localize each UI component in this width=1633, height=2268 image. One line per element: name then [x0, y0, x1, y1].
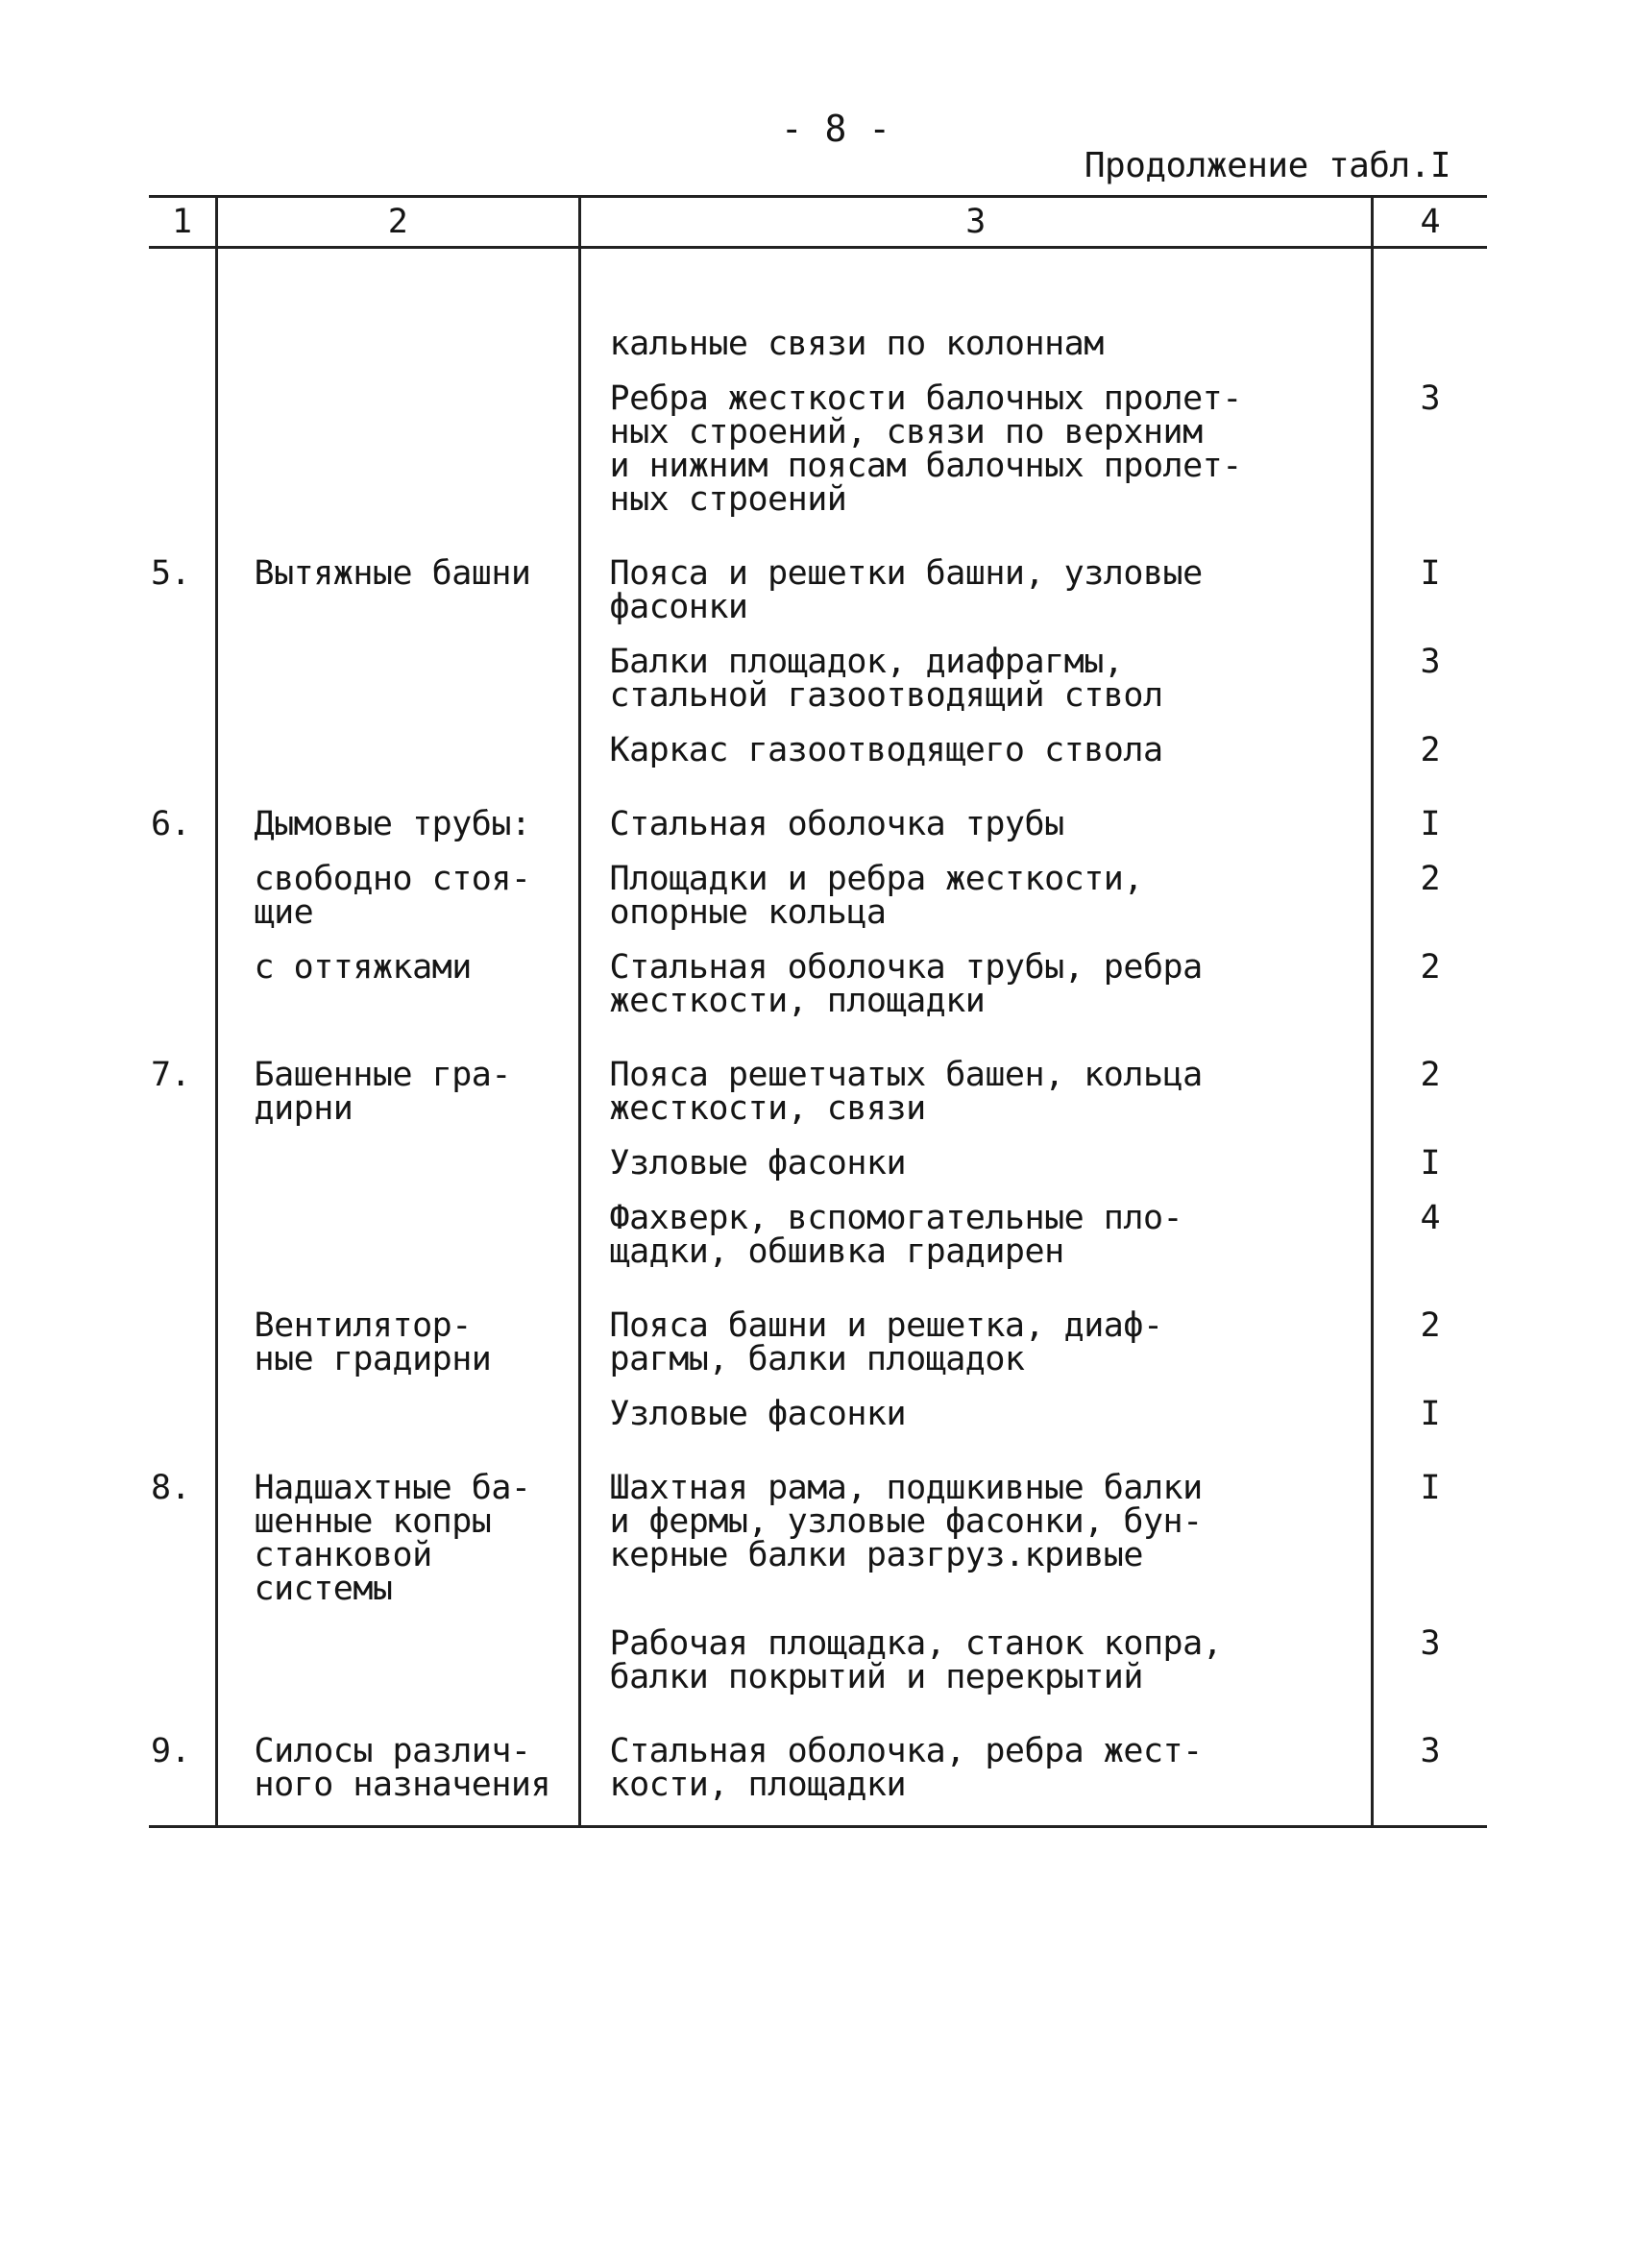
table-row	[149, 1194, 1487, 1282]
structure-name-cell	[216, 248, 579, 376]
structure-name-cell	[216, 375, 579, 530]
table-body	[149, 248, 1487, 1827]
row-number-cell	[149, 1282, 216, 1390]
structure-name-cell	[216, 1390, 579, 1445]
row-number-cell: 7.	[151, 1056, 191, 1094]
table-row	[149, 943, 1487, 1032]
structure-element-cell: Рабочая площадка, станок копра, балки покрытий и перекрытий	[579, 1620, 1372, 1708]
structure-name-cell: с оттяжками	[216, 943, 579, 1032]
table-row	[149, 1708, 1487, 1827]
steel-group-cell: I	[1372, 1445, 1487, 1620]
structure-element-cell: Стальная оболочка трубы, ребра жесткости, площадки	[579, 943, 1372, 1032]
structure-element-cell: кальные связи по колоннам	[579, 248, 1372, 376]
row-number-cell: 8.	[151, 1469, 191, 1507]
table-row	[149, 1139, 1487, 1194]
table-row	[149, 530, 1487, 638]
structure-name-cell: Дымовые трубы:	[216, 781, 579, 855]
structure-element-cell: Шахтная рама, подшкивные балки и фермы, узловые фасонки, бун- керные балки разгруз.кривые	[579, 1445, 1372, 1620]
row-number-cell	[149, 855, 216, 943]
structure-element-cell: Ребра жесткости балочных пролет- ных строений, связи по верхним и нижним поясам балочных пролет- ных строений	[579, 375, 1372, 530]
structure-element-cell: Стальная оболочка, ребра жест- кости, площадки	[579, 1708, 1372, 1827]
row-number-cell	[149, 1194, 216, 1282]
table-row	[149, 1032, 1487, 1139]
structure-element-cell: Балки площадок, диафрагмы, стальной газоотводящий ствол	[579, 638, 1372, 726]
structure-element-cell: Стальная оболочка трубы	[579, 781, 1372, 855]
header-col-2: 2	[216, 197, 579, 248]
header-col-4: 4	[1372, 197, 1487, 248]
steel-group-cell: 2	[1372, 1032, 1487, 1139]
steel-group-cell: 2	[1372, 726, 1487, 781]
row-number-cell: 9.	[149, 1708, 216, 1827]
table-row	[149, 375, 1487, 530]
table-row	[149, 1282, 1487, 1390]
row-number-cell	[149, 943, 216, 1032]
row-number-cell: 6.	[151, 805, 191, 843]
structure-element-cell: Пояса решетчатых башен, кольца жесткости, связи	[579, 1032, 1372, 1139]
structure-element-cell: Каркас газоотводящего ствола	[579, 726, 1372, 781]
table-row	[149, 855, 1487, 943]
page-number: - 8 -	[780, 108, 891, 150]
structure-name-cell: Надшахтные ба- шенные копры станковой системы	[216, 1445, 579, 1620]
row-number-cell	[149, 1390, 216, 1445]
table-header-row	[149, 197, 1487, 248]
structure-element-cell: Пояса и решетки башни, узловые фасонки	[579, 530, 1372, 638]
steel-group-cell: I	[1372, 1390, 1487, 1445]
structure-name-cell	[216, 726, 579, 781]
structure-name-cell: Силосы различ- ного назначения	[216, 1708, 579, 1827]
steel-group-cell: 3	[1372, 1708, 1487, 1827]
steel-group-cell: I	[1372, 781, 1487, 855]
row-number-cell	[149, 726, 216, 781]
structure-element-cell: Фахверк, вспомогательные пло- щадки, обшивка градирен	[579, 1194, 1372, 1282]
steel-group-cell: 4	[1372, 1194, 1487, 1282]
table-continuation-label: Продолжение табл.I	[1084, 146, 1450, 185]
row-number-cell	[149, 248, 216, 376]
table-row	[149, 1445, 1487, 1620]
steel-group-cell: 3	[1372, 375, 1487, 530]
structures-table	[149, 195, 1487, 1828]
structure-element-cell: Пояса башни и решетка, диаф- рагмы, балки площадок	[579, 1282, 1372, 1390]
structure-name-cell: Вентилятор- ные градирни	[216, 1282, 579, 1390]
steel-group-cell: I	[1372, 530, 1487, 638]
row-number-cell	[149, 375, 216, 530]
row-number-cell	[149, 638, 216, 726]
table-row	[149, 726, 1487, 781]
structure-name-cell	[216, 1194, 579, 1282]
header-col-3: 3	[579, 197, 1372, 248]
table-row	[149, 781, 1487, 855]
steel-group-cell: 3	[1372, 1620, 1487, 1708]
table-row	[149, 1620, 1487, 1708]
structure-name-cell	[216, 638, 579, 726]
row-number-cell	[149, 1139, 216, 1194]
row-number-cell: 5.	[151, 554, 191, 593]
table-row	[149, 1390, 1487, 1445]
structure-element-cell: Узловые фасонки	[579, 1139, 1372, 1194]
header-col-1: 1	[149, 197, 216, 248]
steel-group-cell: 2	[1372, 1282, 1487, 1390]
structure-element-cell: Площадки и ребра жесткости, опорные кольца	[579, 855, 1372, 943]
table-row	[149, 248, 1487, 376]
steel-group-cell: 2	[1372, 943, 1487, 1032]
structure-name-cell	[216, 1620, 579, 1708]
structure-name-cell	[216, 1139, 579, 1194]
row-number-cell	[149, 1620, 216, 1708]
structure-element-cell: Узловые фасонки	[579, 1390, 1372, 1445]
steel-group-cell	[1372, 248, 1487, 376]
structure-name-cell: Вытяжные башни	[216, 530, 579, 638]
steel-group-cell: 2	[1372, 855, 1487, 943]
structure-name-cell: Башенные гра- дирни	[216, 1032, 579, 1139]
table-row	[149, 638, 1487, 726]
steel-group-cell: I	[1372, 1139, 1487, 1194]
structure-name-cell: свободно стоя- щие	[216, 855, 579, 943]
steel-group-cell: 3	[1372, 638, 1487, 726]
